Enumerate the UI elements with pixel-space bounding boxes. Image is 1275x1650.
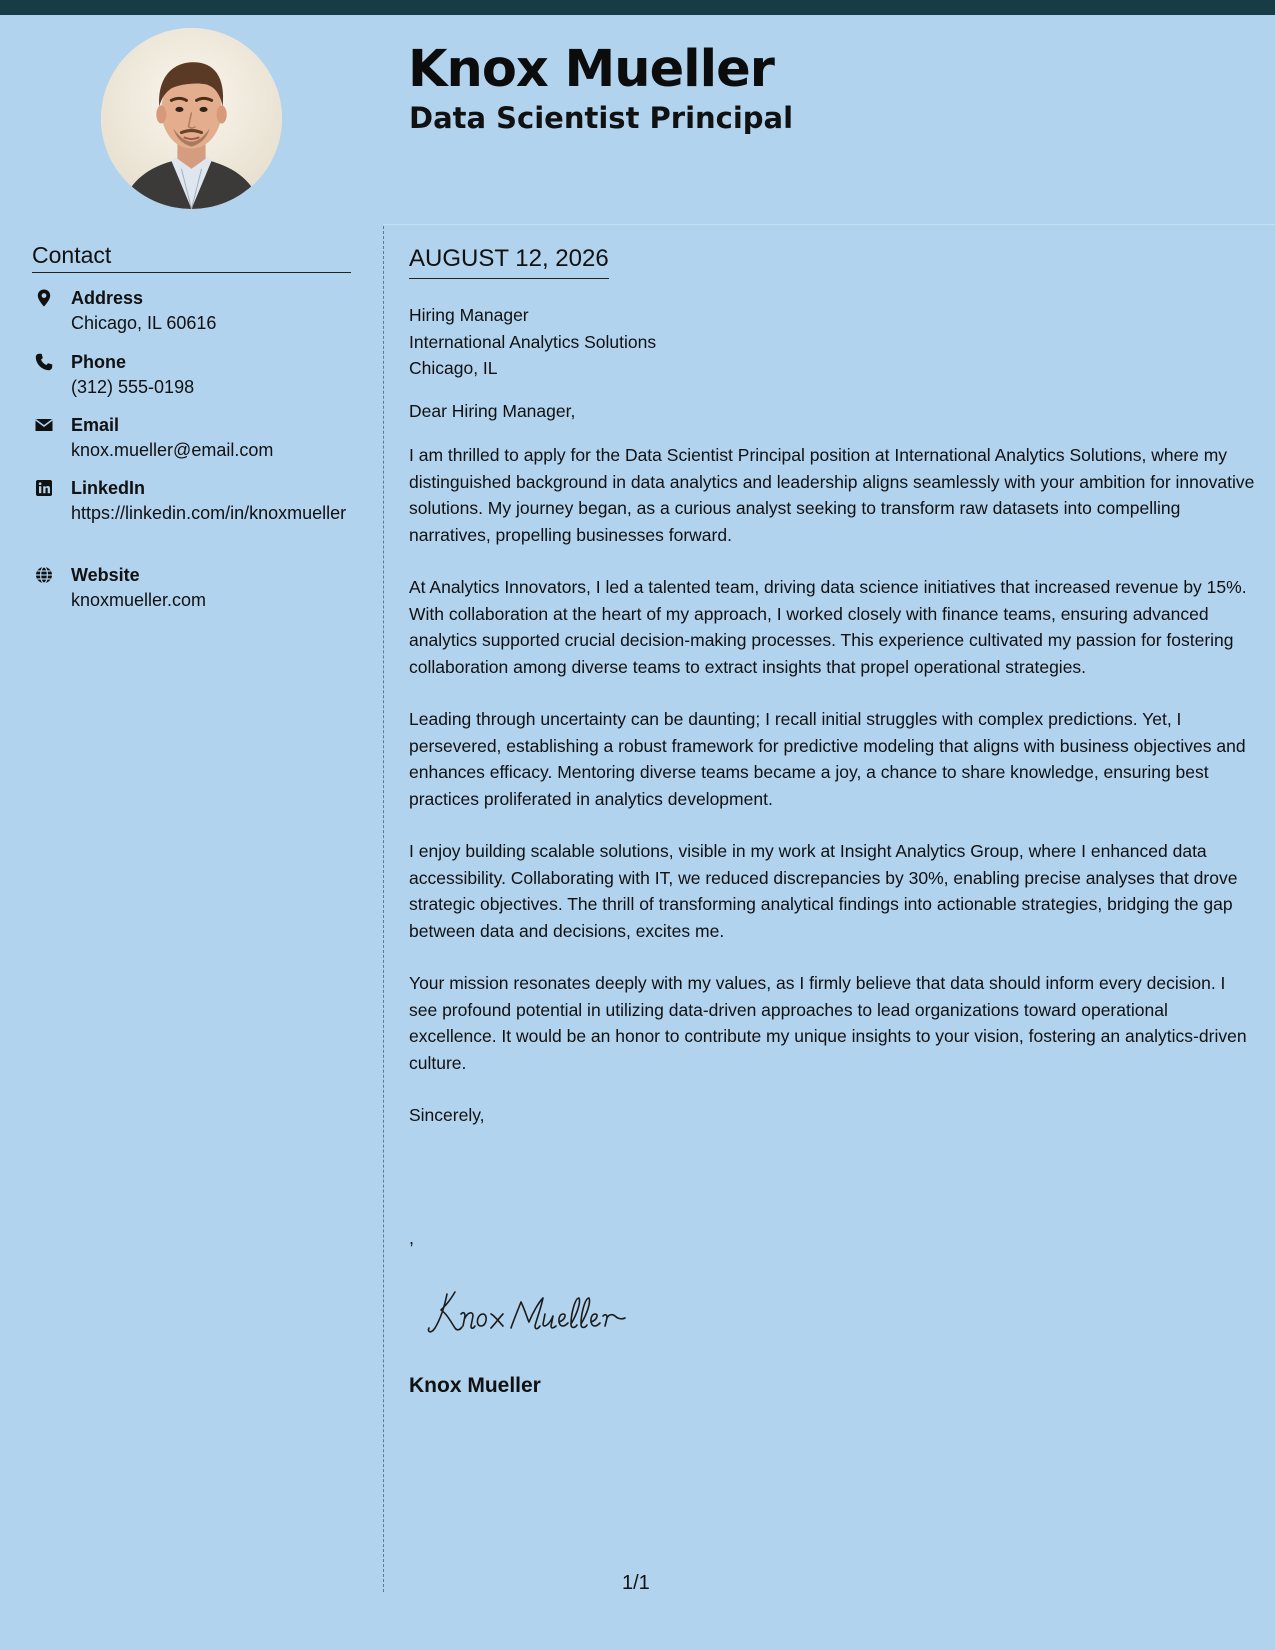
- contact-value-address: Chicago, IL 60616: [71, 313, 217, 333]
- envelope-icon: [34, 415, 54, 435]
- contact-value-linkedin[interactable]: https://linkedin.com/in/knoxmueller: [71, 503, 347, 523]
- contact-label-linkedin: LinkedIn: [71, 478, 146, 498]
- recipient-line: Hiring Manager: [409, 305, 529, 325]
- contact-heading: Contact: [32, 240, 351, 273]
- location-pin-icon: [34, 288, 54, 308]
- contact-value-email: knox.mueller@email.com: [71, 440, 274, 460]
- applicant-job-title: Data Scientist Principal: [409, 101, 794, 135]
- contact-value-phone: (312) 555-0198: [71, 377, 195, 397]
- letter-body: [409, 302, 1255, 1155]
- contact-label-address: Address: [71, 288, 144, 308]
- recipient-block: [409, 302, 1255, 382]
- recipient-line: International Analytics Solutions: [409, 331, 657, 352]
- avatar: [101, 28, 282, 209]
- letter-paragraph: Leading through uncertainty can be daunting; I recall initial struggles with complex predictions. Yet, I persevered, establishing a robust framework for predictive modeling that aligns with business objectives and enhances efficacy. Mentoring diverse teams became a joy, a chance to share knowledge, ensuring best practices proliferated in analytics development.: [409, 709, 1246, 809]
- page-number: 1/1: [622, 1572, 650, 1594]
- top-accent-bar: [0, 0, 1275, 15]
- contact-label-phone: Phone: [71, 352, 127, 372]
- linkedin-icon: [34, 478, 54, 498]
- applicant-name: Knox Mueller: [408, 40, 774, 99]
- column-divider: [383, 226, 384, 1592]
- header-divider: [383, 224, 1275, 225]
- contact-label-website: Website: [71, 565, 140, 585]
- letter-paragraph: Your mission resonates deeply with my values, as I firmly believe that data should inform every decision. I see profound potential in utilizing data-driven approaches to lead organizations toward operational excellence. It would be an honor to contribute my unique insights to your vision, fostering an analytics-driven culture.: [409, 973, 1247, 1073]
- recipient-line: Chicago, IL: [409, 358, 498, 378]
- globe-icon: [34, 565, 54, 585]
- contact-value-website[interactable]: knoxmueller.com: [71, 590, 207, 610]
- letter-paragraph: At Analytics Innovators, I led a talented team, driving data science initiatives that increased revenue by 15%. With collaboration at the heart of my approach, I worked closely with finance teams, ensuring advanced analytics supported crucial decision-making processes. This experience cultivated my passion for fostering collaboration among diverse teams to extract insights that propel operational strategies.: [409, 577, 1247, 677]
- comma-line: ,: [409, 1228, 415, 1248]
- letter-paragraph: I am thrilled to apply for the Data Scientist Principal position at International Analytics Solutions, where my distinguished background in data analytics and leadership aligns seamlessly with your ambition for innovative solutions. My journey began, as a curious analyst seeking to transform raw datasets into compelling narratives, propelling businesses forward.: [409, 445, 1255, 545]
- closing: Sincerely,: [409, 1105, 485, 1125]
- phone-icon: [34, 352, 54, 372]
- letter-date: AUGUST 12, 2026: [409, 244, 609, 279]
- signer-name: Knox Mueller: [409, 1374, 541, 1397]
- salutation: Dear Hiring Manager,: [409, 400, 576, 421]
- letter-paragraph: I enjoy building scalable solutions, visible in my work at Insight Analytics Group, where I enhanced data accessibility. Collaborating with IT, we reduced discrepancies by 30%, enabling precise analyses that drove strategic objectives. The thrill of transforming analytical findings into actionable strategies, bridging the gap between data and decisions, excites me.: [409, 841, 1238, 941]
- contact-label-email: Email: [71, 415, 120, 435]
- signature-image: [425, 1284, 655, 1340]
